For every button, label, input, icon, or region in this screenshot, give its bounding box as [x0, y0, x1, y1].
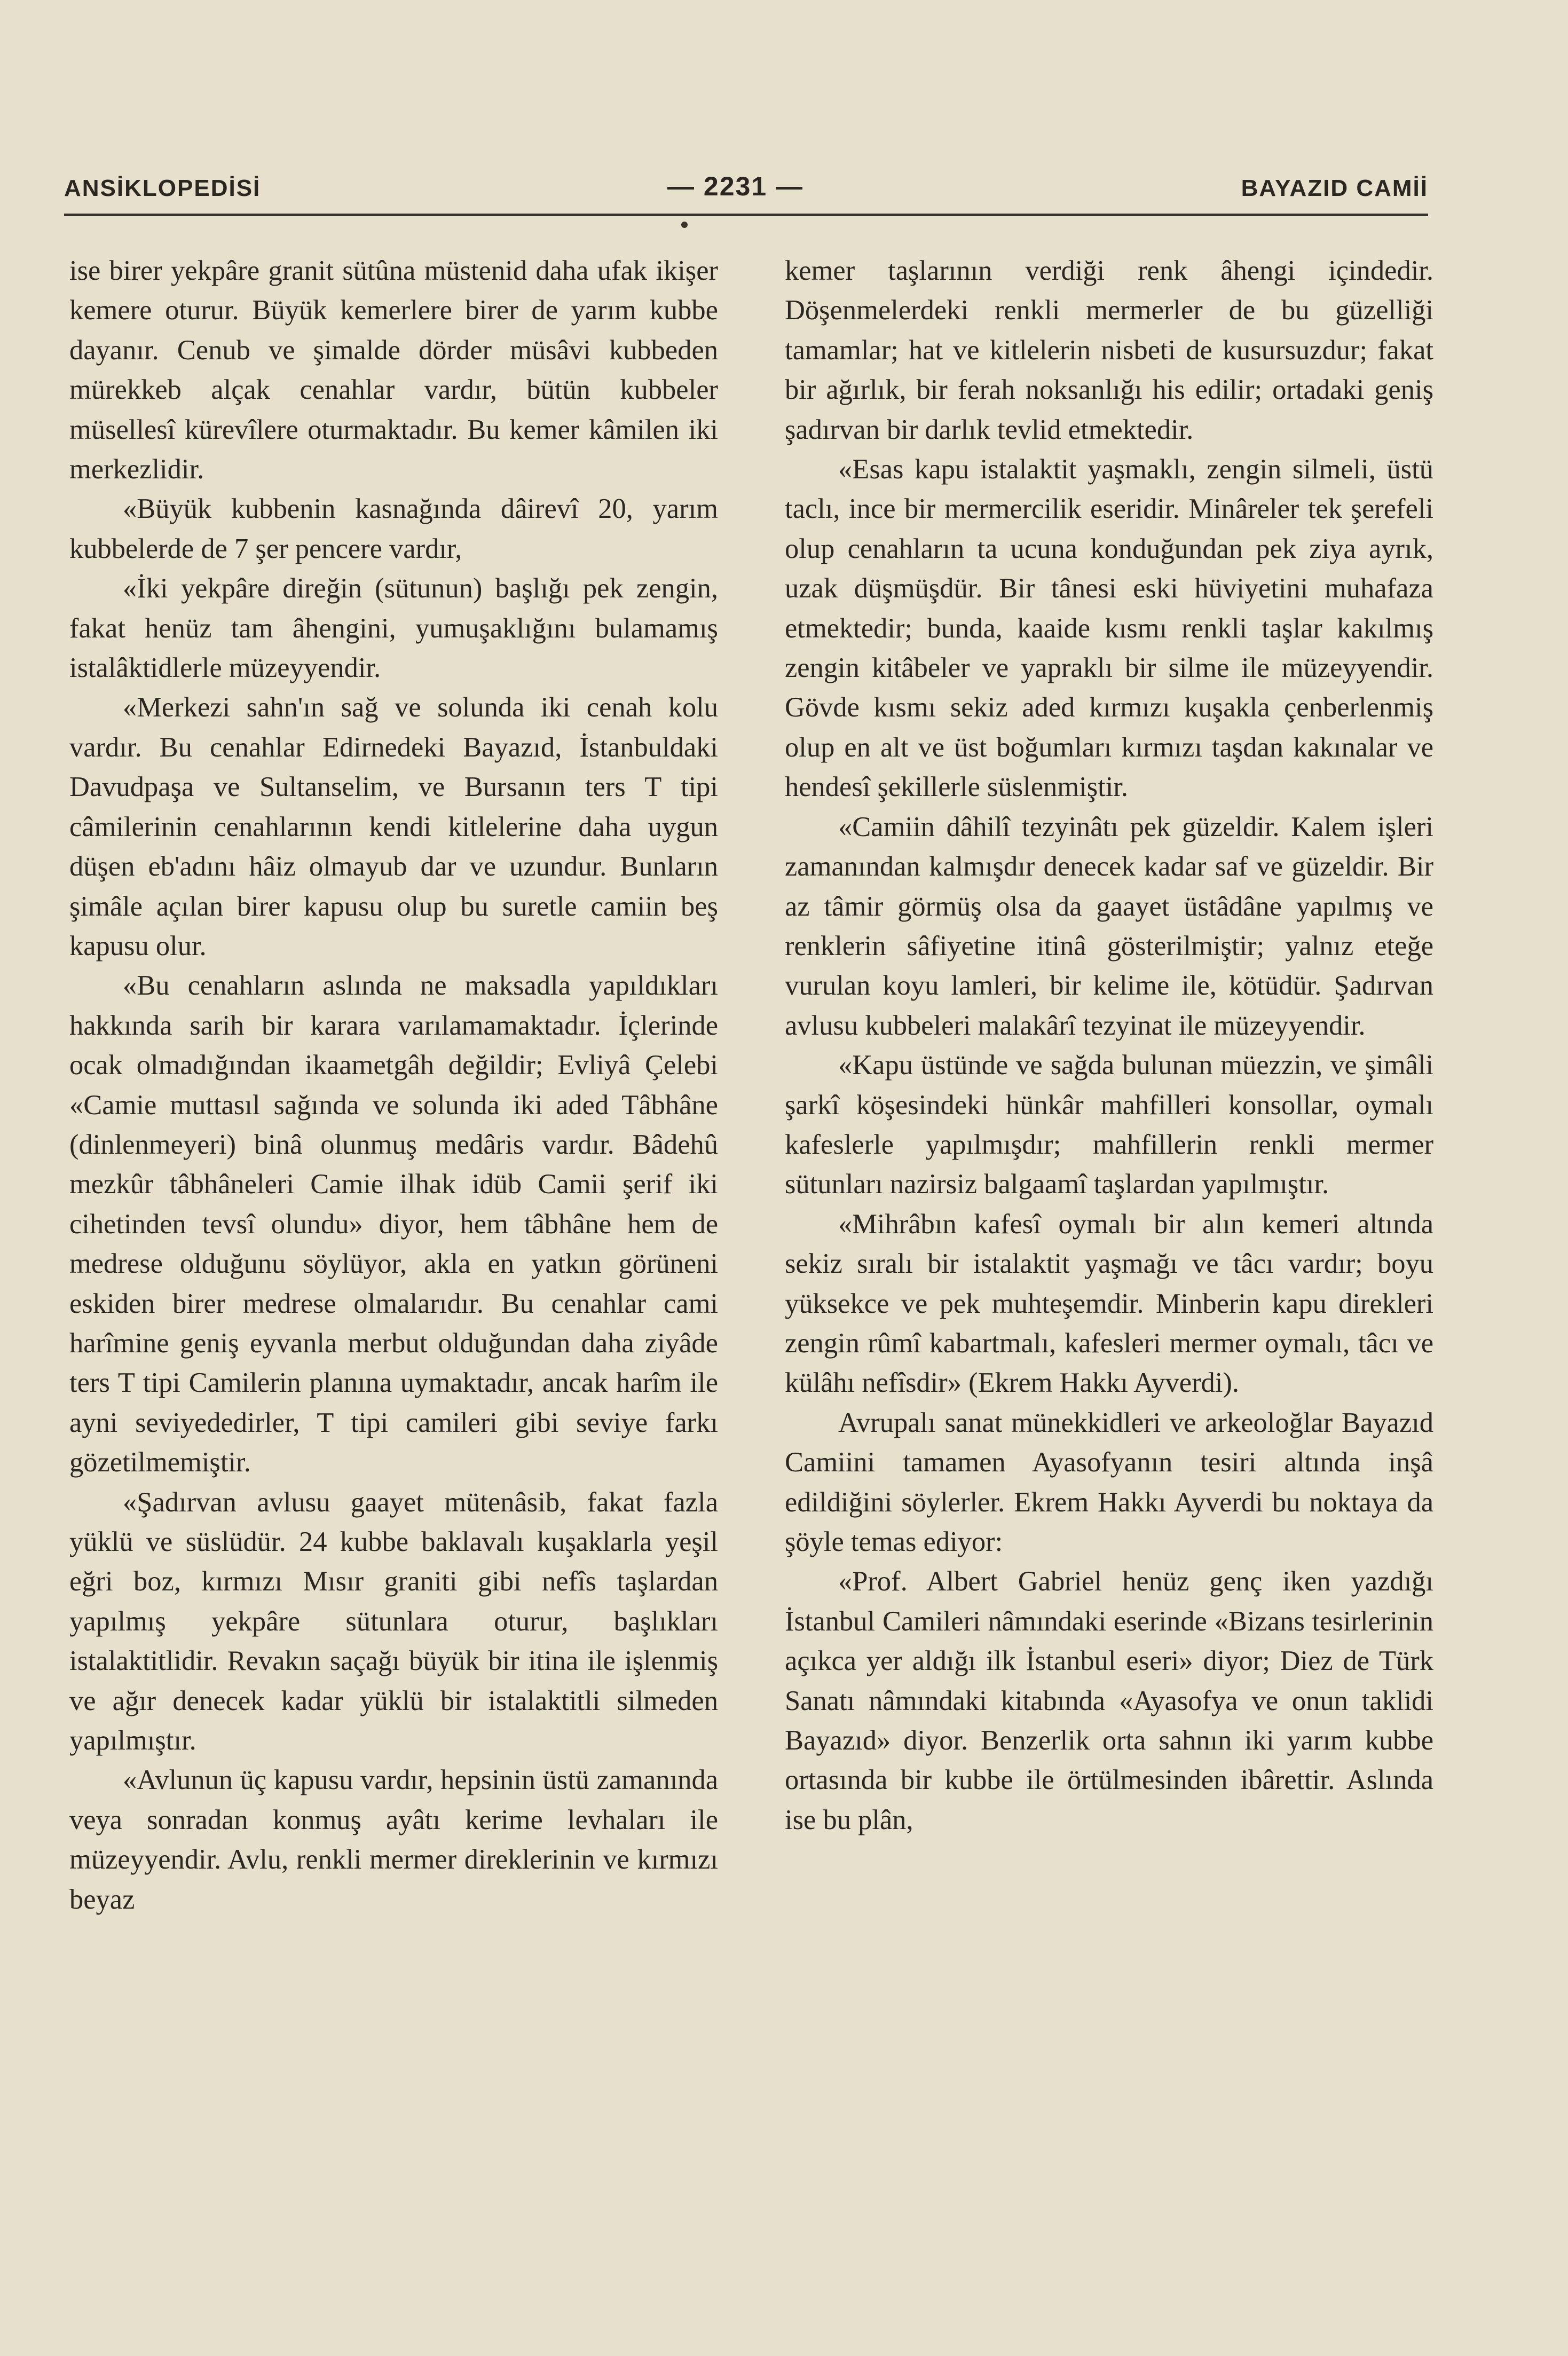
paragraph: «Şadırvan avlusu gaayet mütenâsib, fakat fazla yüklü ve süslüdür. 24 kubbe baklavalı kuşaklarla yeşil eğri boz, kırmızı Mısır graniti gibi nefîs taşlardan yapılmış yekpâre sütunlara oturur, başlıkları istalaktitlidir. Revakın saçağı büyük bir itina ile işlenmiş ve ağır denecek kadar yüklü bir istalaktitli silmeden yapılmıştır. [69, 1486, 718, 1756]
paragraph: «Mihrâbın kafesî oymalı bir alın kemeri altında sekiz sıralı bir istalaktit yaşmağı ve tâcı vardır; boyu yüksekce ve pek muhteşemdir. Minberin kapu direkleri zengin rûmî kabartmalı, kafesleri mermer oymalı, tâcı ve külâhı nefîsdir» (Ekrem Hakkı Ayverdi). [785, 1208, 1433, 1399]
paragraph: kemer taşlarının verdiği renk âhengi içindedir. Döşenmelerdeki renkli mermerler de bu güzelliği tamamlar; hat ve kitlelerin nisbeti de kusursuzdur; fakat bir ağırlık, bir ferah noksanlığı his edilir; ortadaki geniş şadırvan bir darlık tevlid etmektedir. [785, 255, 1433, 445]
header-book-title: ANSİKLOPEDİSİ [64, 175, 261, 201]
paragraph: «Kapu üstünde ve sağda bulunan müezzin, ve şimâli şarkî köşesindeki hünkâr mahfilleri konsollar, oymalı kafeslerle yapılmışdır; mahfillerin renkli mermer sütunları nazirsiz balgaamî taşlardan yapılmıştır. [785, 1050, 1433, 1200]
paragraph: «İki yekpâre direğin (sütunun) başlığı pek zengin, fakat henüz tam âhengini, yumuşaklığını bulamamış istalâktidlerle müzeyyendir. [69, 573, 718, 684]
page-number: — 2231 — [667, 171, 804, 201]
left-column [69, 251, 718, 1919]
ink-speck [681, 222, 688, 228]
paragraph: «Esas kapu istalaktit yaşmaklı, zengin silmeli, üstü taclı, ince bir mermercilik eseridir. Minâreler tek şerefeli olup cenahların ta ucuna konduğundan pek ziya ayrık, uzak düşmüşdür. Bir tânesi eski hüviyetini muhafaza etmektedir; bunda, kaaide kısmı renkli taşlar kakılmış zengin kitâbeler ve yapraklı bir silme ile müzeyyendir. Gövde kısmı sekiz aded kırmızı kuşakla çenberlenmiş olup en alt ve üst boğumları kırmızı taşdan kakınalar ve hendesî şekillerle süslenmiştir. [785, 454, 1433, 803]
paragraph: «Prof. Albert Gabriel henüz genç iken yazdığı İstanbul Camileri nâmındaki eserinde «Bizans tesirlerinin açıkca yer aldığı ilk İstanbul eseri» diyor; Diez de Türk Sanatı nâmındaki kitabında «Ayasofya ve onun taklidi Bayazıd» diyor. Benzerlik orta sahnın iki yarım kubbe ortasında bir kubbe ile örtülmesinden ibârettir. Aslında ise bu plân, [785, 1566, 1433, 1835]
paragraph: «Avlunun üç kapusu vardır, hepsinin üstü zamanında veya sonradan konmuş ayâtı kerime levhaları ile müzeyyendir. Avlu, renkli mermer direklerinin ve kırmızı beyaz [69, 1764, 718, 1915]
paragraph: «Bu cenahların aslında ne maksadla yapıldıkları hakkında sarih bir karara varılamamaktadır. İçlerinde ocak olmadığından ikaametgâh değildir; Evliyâ Çelebi «Camie muttasıl sağında ve solunda iki aded Tâbhâne (dinlenmeyeri) binâ olunmuş medâris vardır. Bâdehû mezkûr tâbhâneleri Camie ilhak idüb Camii şerif iki cihetinden tevsî olundu» diyor, hem tâbhâne hem de medrese olduğunu söylüyor, akla en yatkın görüneni eskiden birer medrese olmalarıdır. Bu cenahlar cami harîmine geniş eyvanla merbut olduğundan daha ziyâde ters T tipi Camilerin planına uymaktadır, ancak harîm ile ayni seviyededirler, T tipi camileri gibi seviye farkı gözetilmemiştir. [69, 970, 718, 1478]
running-header [64, 160, 1428, 216]
header-article-title: BAYAZID CAMİİ [1241, 175, 1428, 201]
paragraph: Avrupalı sanat münekkidleri ve arkeoloğlar Bayazıd Camiini tamamen Ayasofyanın tesiri altında inşâ edildiğini söylerler. Ekrem Hakkı Ayverdi bu noktaya da şöyle temas ediyor: [785, 1407, 1433, 1557]
paragraph: «Büyük kubbenin kasnağında dâirevî 20, yarım kubbelerde de 7 şer pencere vardır, [69, 493, 718, 564]
paragraph: ise birer yekpâre granit sütûna müstenid daha ufak ikişer kemere oturur. Büyük kemerlere birer de yarım kubbe dayanır. Cenub ve şimalde dörder müsâvi kubbeden mürekkeb alçak cenahlar vardır, bütün kubbeler müsellesî kürevîlere oturmaktadır. Bu kemer kâmilen iki merkezlidir. [69, 255, 718, 485]
paragraph: «Camiin dâhilî tezyinâtı pek güzeldir. Kalem işleri zamanından kalmışdır denecek kadar saf ve güzeldir. Bir az tâmir görmüş olsa da gaayet üstâdâne yapılmış ve renklerin sâfiyetine itinâ gösterilmiştir; yalnız eteğe vurulan koyu lamleri, bir kelime ile, kötüdür. Şadırvan avlusu kubbeleri malakârî tezyinat ile müzeyyendir. [785, 811, 1433, 1041]
paragraph: «Merkezi sahn'ın sağ ve solunda iki cenah kolu vardır. Bu cenahlar Edirnedeki Bayazıd, İstanbuldaki Davudpaşa ve Sultanselim, ve Bursanın ters T tipi câmilerinin cenahlarının kendi kitlelerine daha uygun düşen eb'adını hâiz olmayub dar ve uzundur. Bunların şimâle açılan birer kapusu olup bu suretle camiin beş kapusu olur. [69, 692, 718, 962]
right-column [785, 251, 1433, 1840]
